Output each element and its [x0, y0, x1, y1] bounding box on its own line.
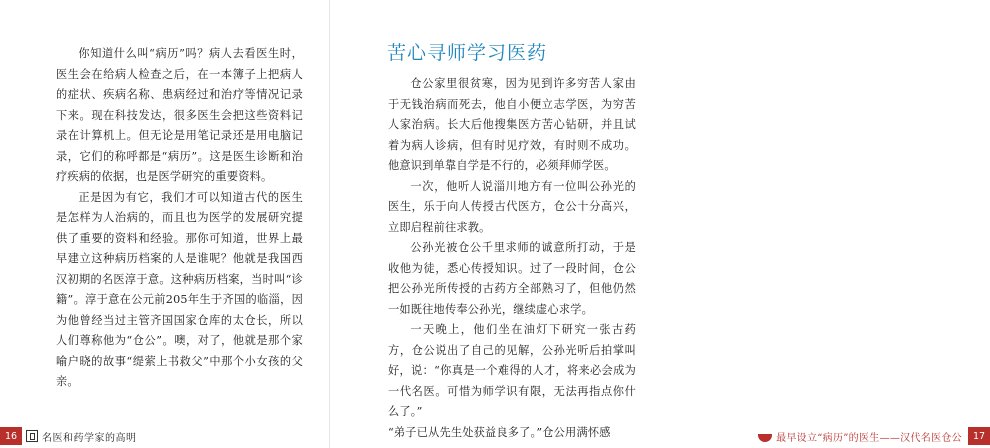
- page-number-right: 17: [968, 427, 990, 445]
- page-number-left: 16: [0, 427, 22, 445]
- paragraph: “弟子已从先生处获益良多了。”仓公用满怀感: [388, 425, 611, 439]
- book-emblem-icon: [26, 430, 38, 442]
- paragraph: 一天晚上，他们坐在油灯下研究一张古药方，仓公说出了自己的见解，公孙光听后拍掌叫好，说：“你真是一个难得的人才，将来必会成为一代名医。可惜为师学识有限，无法再指点你什么了。”: [388, 323, 636, 418]
- paragraph: 正是因为有它，我们才可以知道古代的医生是怎样为人治病的，而且也为医学的发展研究提供了重要的资料和经验。那你可知道，世界上最早建立这种病历档案的人是谁呢？他就是我国西汉初期的名医淳于意。这种病历档案，当时叫“诊籍”。淳于意在公元前205年生于齐国的临淄，因为他曾经当过主管齐国国家仓库的太仓长，所以人们尊称他为“仓公”。噢，对了，他就是那个家喻户晓的故事“缇萦上书救父”中那个小女孩的父亲。: [56, 190, 303, 388]
- medicine-bowl-icon: [758, 434, 772, 442]
- series-title: 最早设立“病历”的医生——汉代名医仓公: [776, 432, 962, 444]
- book-title: 名医和药学家的高明: [42, 432, 137, 444]
- paragraph: 一次，他听人说淄川地方有一位叫公孙光的医生，乐于向人传授古代医方，仓公十分高兴，立即启程前往求教。: [388, 179, 636, 234]
- left-page: [0, 0, 330, 448]
- right-body-text: [388, 74, 636, 443]
- right-footer: [660, 427, 990, 445]
- chapter-title: 苦心寻师学习医药: [387, 42, 548, 64]
- paragraph: 你知道什么叫“病历”吗？病人去看医生时，医生会在给病人检查之后，在一本簿子上把病人的症状、疾病名称、患病经过和治疗等情况记录下来。现在科技发达，很多医生会把这些资料记录在计算机上。但无论是用笔记录还是用电脑记录，它们的称呼都是“病历”。这是医生诊断和治疗疾病的依据，也是医学研究的重要资料。: [56, 47, 303, 183]
- right-page: [330, 0, 986, 448]
- paragraph: 仓公家里很贫寒，因为见到许多穷苦人家由于无钱治病而死去，他自小便立志学医，为穷苦人家治病。长大后他搜集医方苦心钻研，并且试着为病人诊病，但有时见疗效，有时则不成功。他意识到单靠自学是不行的，必须拜师学医。: [388, 77, 636, 172]
- left-body-text: [56, 44, 303, 393]
- paragraph: 公孙光被仓公千里求师的诚意所打动，于是收他为徒，悉心传授知识。过了一段时间，仓公把公孙光所传授的古药方全部熟习了，但他仍然一如既往地传奉公孙光，继续虚心求学。: [388, 241, 636, 316]
- left-footer: [0, 427, 330, 445]
